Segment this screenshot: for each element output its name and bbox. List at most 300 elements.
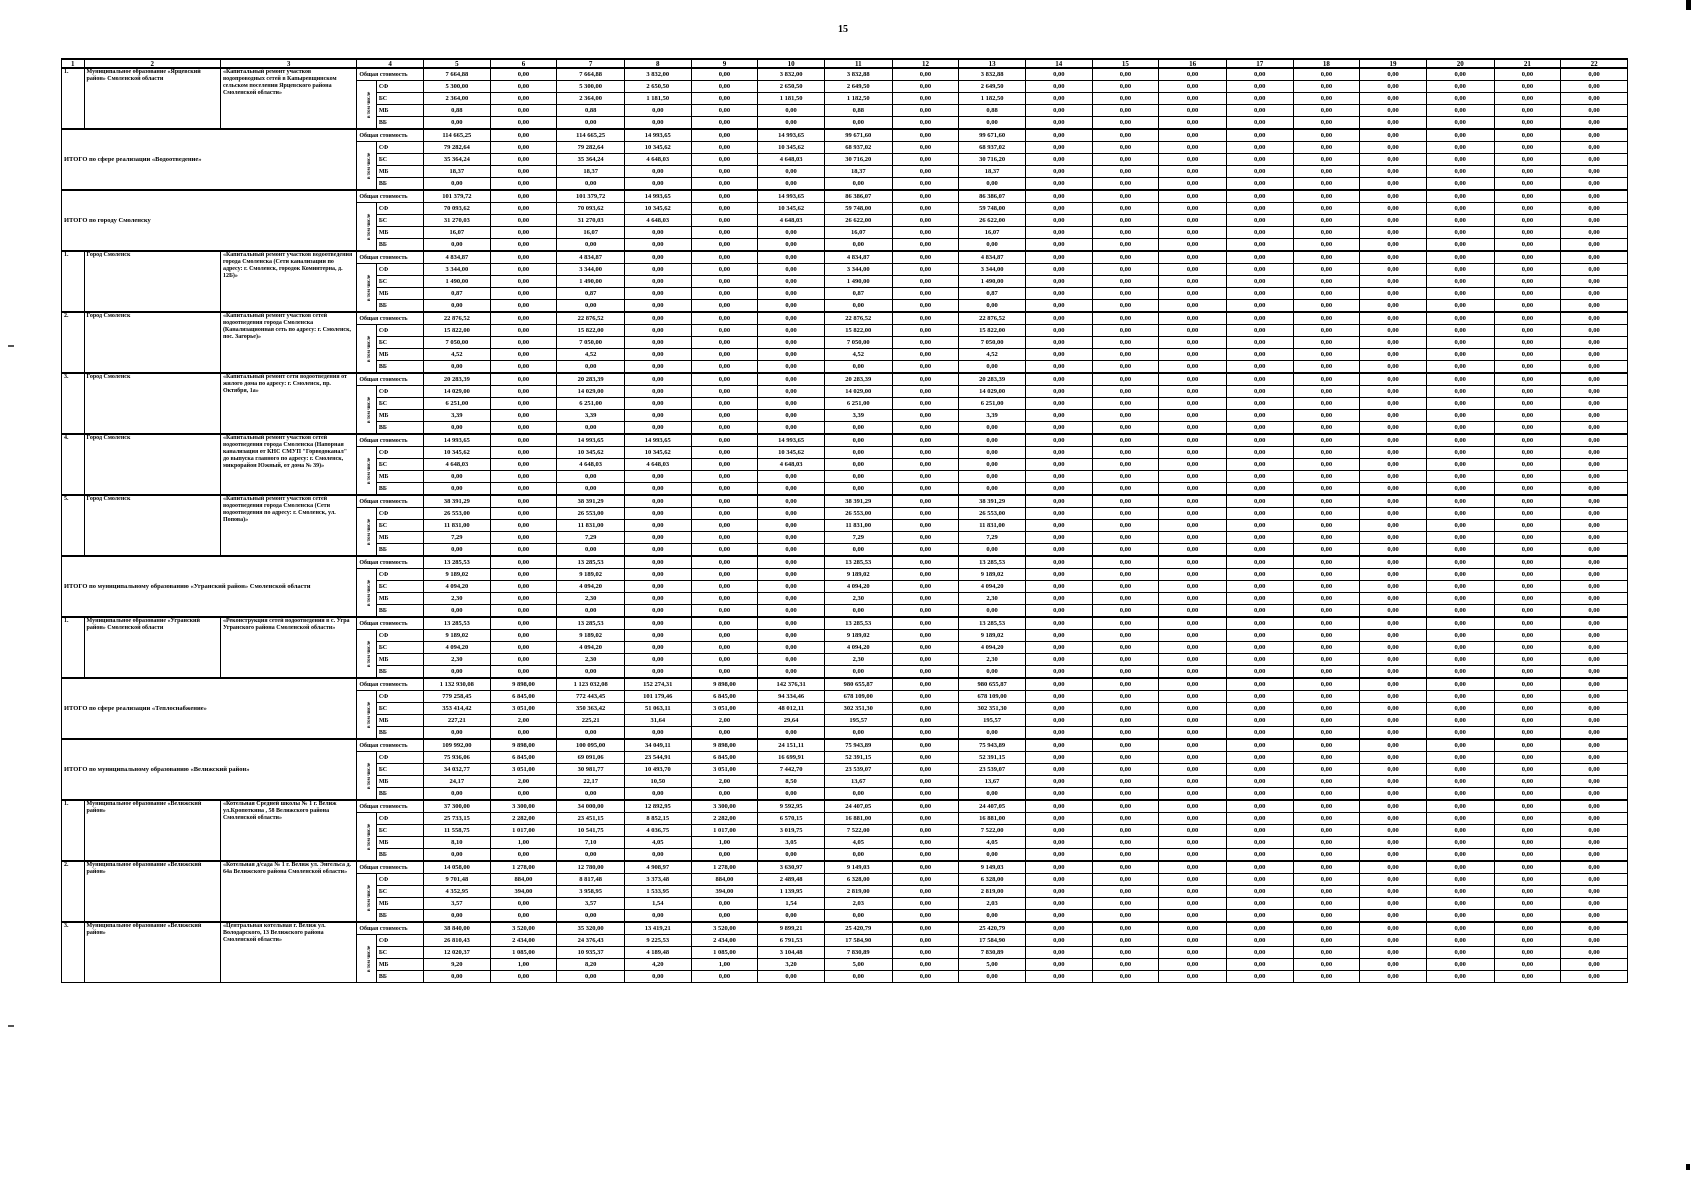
value-cell: 0,00 <box>1159 264 1227 276</box>
value-cell: 6 570,15 <box>758 813 825 825</box>
value-cell: 0,00 <box>824 117 892 130</box>
value-cell: 0,00 <box>624 349 691 361</box>
value-cell: 0,00 <box>892 947 959 959</box>
value-cell: 0,00 <box>1426 654 1494 666</box>
including-label-text: в том числе <box>367 274 373 302</box>
value-cell: 26 622,00 <box>959 215 1026 227</box>
investment-table <box>61 58 1628 983</box>
value-cell: 0,00 <box>1293 654 1360 666</box>
value-cell: 0,00 <box>1025 837 1092 849</box>
object-name: «Капитальный ремонт участков водопроводных сетей в Капыревщинском сельском поселении Ярцевского района Смоленской области» <box>220 68 356 129</box>
value-cell: 0,00 <box>1092 752 1159 764</box>
value-cell: 0,00 <box>1426 581 1494 593</box>
value-cell: 0,00 <box>1360 861 1427 874</box>
value-cell: 0,00 <box>1426 617 1494 630</box>
value-cell: 0,00 <box>1360 971 1427 983</box>
row-label: СФ <box>376 325 423 337</box>
value-cell: 26 622,00 <box>824 215 892 227</box>
value-cell: 0,00 <box>1293 666 1360 679</box>
value-cell: 0,00 <box>557 727 625 740</box>
value-cell: 3 051,00 <box>490 764 557 776</box>
value-cell: 0,00 <box>824 459 892 471</box>
value-cell: 225,21 <box>557 715 625 727</box>
value-cell: 3 344,00 <box>557 264 625 276</box>
row-label: БС <box>376 276 423 288</box>
value-cell: 3 051,00 <box>691 703 758 715</box>
value-cell: 3 344,00 <box>423 264 490 276</box>
value-cell: 0,00 <box>1494 727 1561 740</box>
value-cell: 9 189,02 <box>824 630 892 642</box>
value-cell: 0,00 <box>1092 459 1159 471</box>
value-cell: 0,00 <box>1159 544 1227 557</box>
value-cell: 0,00 <box>691 68 758 81</box>
value-cell: 0,00 <box>1092 264 1159 276</box>
value-cell: 0,00 <box>1494 300 1561 313</box>
value-cell: 0,00 <box>1426 800 1494 813</box>
value-cell: 0,00 <box>1494 617 1561 630</box>
value-cell: 0,00 <box>1561 788 1628 801</box>
value-cell: 7 664,88 <box>423 68 490 81</box>
value-cell: 0,00 <box>1159 959 1227 971</box>
value-cell: 26 553,00 <box>824 508 892 520</box>
row-label: МБ <box>376 898 423 910</box>
value-cell: 0,00 <box>1226 434 1293 447</box>
value-cell: 1,54 <box>758 898 825 910</box>
value-cell: 2,30 <box>824 593 892 605</box>
value-cell: 9 898,00 <box>691 678 758 691</box>
value-cell: 0,00 <box>691 300 758 313</box>
value-cell: 0,00 <box>557 117 625 130</box>
value-cell: 0,00 <box>1426 300 1494 313</box>
value-cell: 0,00 <box>892 105 959 117</box>
value-cell: 0,00 <box>1494 190 1561 203</box>
value-cell: 0,00 <box>1293 386 1360 398</box>
value-cell: 0,00 <box>1360 434 1427 447</box>
value-cell: 26 553,00 <box>423 508 490 520</box>
value-cell: 0,00 <box>1159 142 1227 154</box>
value-cell: 0,00 <box>892 727 959 740</box>
value-cell: 0,00 <box>1092 800 1159 813</box>
value-cell: 0,00 <box>1494 434 1561 447</box>
value-cell: 15 822,00 <box>557 325 625 337</box>
value-cell: 0,00 <box>1159 203 1227 215</box>
value-cell: 15 822,00 <box>959 325 1026 337</box>
value-cell: 0,00 <box>1360 739 1427 752</box>
row-label: Общая стоимость <box>357 556 424 569</box>
column-header: 13 <box>959 59 1026 68</box>
value-cell: 195,57 <box>959 715 1026 727</box>
value-cell: 0,00 <box>624 166 691 178</box>
value-cell: 0,00 <box>1360 825 1427 837</box>
municipality-name: Город Смоленск <box>84 434 220 495</box>
value-cell: 0,00 <box>824 361 892 374</box>
value-cell: 0,00 <box>1494 874 1561 886</box>
value-cell: 0,00 <box>691 544 758 557</box>
value-cell: 0,00 <box>1426 715 1494 727</box>
value-cell: 0,00 <box>1092 605 1159 618</box>
value-cell: 3 019,75 <box>758 825 825 837</box>
value-cell: 0,00 <box>892 849 959 862</box>
value-cell: 0,00 <box>1293 264 1360 276</box>
value-cell: 4 352,95 <box>423 886 490 898</box>
value-cell: 10,50 <box>624 776 691 788</box>
value-cell: 0,00 <box>1561 312 1628 325</box>
value-cell: 0,00 <box>1426 666 1494 679</box>
value-cell: 0,00 <box>1293 764 1360 776</box>
row-label: ВБ <box>376 666 423 679</box>
value-cell: 0,00 <box>1426 813 1494 825</box>
value-cell: 2,30 <box>824 654 892 666</box>
value-cell: 0,00 <box>691 264 758 276</box>
value-cell: 0,00 <box>1159 325 1227 337</box>
row-label: ВБ <box>376 971 423 983</box>
value-cell: 0,00 <box>1226 398 1293 410</box>
value-cell: 0,00 <box>1025 105 1092 117</box>
value-cell: 0,00 <box>691 459 758 471</box>
value-cell: 0,00 <box>892 617 959 630</box>
value-cell: 0,00 <box>423 300 490 313</box>
value-cell: 0,00 <box>1025 410 1092 422</box>
including-label-text: в том числе <box>367 91 373 119</box>
column-header: 15 <box>1092 59 1159 68</box>
value-cell: 0,00 <box>1226 532 1293 544</box>
value-cell: 0,00 <box>1226 813 1293 825</box>
row-label: МБ <box>376 837 423 849</box>
value-cell: 0,00 <box>1025 239 1092 252</box>
value-cell: 0,00 <box>624 300 691 313</box>
value-cell: 0,00 <box>1561 337 1628 349</box>
value-cell: 0,00 <box>691 898 758 910</box>
value-cell: 2,30 <box>423 593 490 605</box>
including-label <box>357 142 376 191</box>
value-cell: 0,00 <box>1360 325 1427 337</box>
value-cell: 0,00 <box>1025 495 1092 508</box>
value-cell: 13 285,53 <box>824 556 892 569</box>
value-cell: 0,00 <box>691 398 758 410</box>
row-label: ВБ <box>376 300 423 313</box>
value-cell: 0,00 <box>1561 105 1628 117</box>
value-cell: 0,00 <box>892 337 959 349</box>
value-cell: 0,00 <box>959 971 1026 983</box>
value-cell: 0,00 <box>1226 459 1293 471</box>
value-cell: 0,00 <box>758 361 825 374</box>
value-cell: 0,00 <box>824 788 892 801</box>
column-header: 7 <box>557 59 625 68</box>
value-cell: 0,00 <box>1226 849 1293 862</box>
value-cell: 0,00 <box>691 556 758 569</box>
value-cell: 23 539,07 <box>959 764 1026 776</box>
value-cell: 59 748,00 <box>824 203 892 215</box>
value-cell: 0,00 <box>624 251 691 264</box>
value-cell: 0,00 <box>1561 117 1628 130</box>
value-cell: 0,00 <box>892 788 959 801</box>
value-cell: 3 300,00 <box>691 800 758 813</box>
value-cell: 0,00 <box>1293 703 1360 715</box>
value-cell: 3,05 <box>758 837 825 849</box>
value-cell: 0,00 <box>1092 276 1159 288</box>
value-cell: 1 490,00 <box>959 276 1026 288</box>
value-cell: 0,00 <box>824 666 892 679</box>
value-cell: 11 831,00 <box>557 520 625 532</box>
value-cell: 0,00 <box>1293 154 1360 166</box>
value-cell: 0,00 <box>1494 715 1561 727</box>
value-cell: 0,00 <box>758 495 825 508</box>
value-cell: 0,00 <box>1293 617 1360 630</box>
value-cell: 0,00 <box>1426 935 1494 947</box>
row-label: БС <box>376 581 423 593</box>
row-number: 2. <box>62 312 85 373</box>
value-cell: 0,00 <box>959 666 1026 679</box>
value-cell: 0,00 <box>892 434 959 447</box>
value-cell: 0,00 <box>624 312 691 325</box>
value-cell: 0,00 <box>1293 129 1360 142</box>
value-cell: 0,00 <box>1159 947 1227 959</box>
value-cell: 8,50 <box>758 776 825 788</box>
value-cell: 0,00 <box>1561 630 1628 642</box>
value-cell: 0,00 <box>1360 129 1427 142</box>
value-cell: 0,00 <box>1494 947 1561 959</box>
value-cell: 0,00 <box>1226 68 1293 81</box>
value-cell: 0,88 <box>423 105 490 117</box>
value-cell: 0,00 <box>1226 154 1293 166</box>
value-cell: 0,00 <box>1561 691 1628 703</box>
value-cell: 9 189,02 <box>959 630 1026 642</box>
value-cell: 0,00 <box>1494 398 1561 410</box>
value-cell: 0,00 <box>1293 483 1360 496</box>
value-cell: 0,00 <box>1494 68 1561 81</box>
value-cell: 0,00 <box>490 581 557 593</box>
value-cell: 0,00 <box>1426 691 1494 703</box>
row-label: Общая стоимость <box>357 617 424 630</box>
value-cell: 0,00 <box>1426 81 1494 93</box>
row-label: СФ <box>376 813 423 825</box>
value-cell: 0,00 <box>1426 520 1494 532</box>
value-cell: 0,00 <box>1226 337 1293 349</box>
value-cell: 0,00 <box>1561 447 1628 459</box>
value-cell: 0,00 <box>1226 910 1293 923</box>
value-cell: 0,00 <box>1159 373 1227 386</box>
value-cell: 0,00 <box>1561 129 1628 142</box>
value-cell: 0,00 <box>1092 947 1159 959</box>
value-cell: 0,00 <box>1025 556 1092 569</box>
value-cell: 0,00 <box>1025 886 1092 898</box>
value-cell: 75 936,06 <box>423 752 490 764</box>
value-cell: 0,00 <box>1426 739 1494 752</box>
value-cell: 0,00 <box>892 837 959 849</box>
value-cell: 0,00 <box>1494 910 1561 923</box>
value-cell: 0,00 <box>892 264 959 276</box>
value-cell: 0,00 <box>1293 227 1360 239</box>
value-cell: 0,00 <box>1561 776 1628 788</box>
value-cell: 2 650,50 <box>758 81 825 93</box>
value-cell: 0,00 <box>892 471 959 483</box>
value-cell: 0,00 <box>1360 93 1427 105</box>
value-cell: 0,00 <box>1293 349 1360 361</box>
value-cell: 0,00 <box>1092 239 1159 252</box>
row-number: 1. <box>62 800 85 861</box>
value-cell: 0,00 <box>1494 129 1561 142</box>
value-cell: 70 093,62 <box>423 203 490 215</box>
value-cell: 0,00 <box>892 825 959 837</box>
value-cell: 0,00 <box>1293 898 1360 910</box>
value-cell: 0,00 <box>1360 459 1427 471</box>
value-cell: 0,00 <box>1092 105 1159 117</box>
value-cell: 0,00 <box>1159 434 1227 447</box>
value-cell: 0,00 <box>1360 386 1427 398</box>
value-cell: 0,00 <box>1360 678 1427 691</box>
value-cell: 0,00 <box>1159 154 1227 166</box>
value-cell: 0,00 <box>1293 605 1360 618</box>
value-cell: 0,00 <box>1025 874 1092 886</box>
value-cell: 0,00 <box>1226 227 1293 239</box>
value-cell: 0,00 <box>1092 813 1159 825</box>
value-cell: 0,00 <box>1561 654 1628 666</box>
value-cell: 0,00 <box>1561 154 1628 166</box>
value-cell: 16,07 <box>824 227 892 239</box>
value-cell: 0,00 <box>423 605 490 618</box>
table-row <box>62 129 1628 142</box>
value-cell: 9 149,03 <box>824 861 892 874</box>
value-cell: 0,00 <box>758 520 825 532</box>
value-cell: 0,00 <box>758 617 825 630</box>
value-cell: 0,00 <box>490 154 557 166</box>
value-cell: 0,00 <box>959 788 1026 801</box>
including-label <box>357 752 376 801</box>
value-cell: 0,00 <box>1360 495 1427 508</box>
total-label: ИТОГО по сфере реализации «Теплоснабжение» <box>62 678 357 739</box>
value-cell: 2 819,00 <box>824 886 892 898</box>
value-cell: 0,00 <box>624 398 691 410</box>
value-cell: 16,07 <box>423 227 490 239</box>
value-cell: 0,00 <box>892 886 959 898</box>
value-cell: 0,00 <box>1092 642 1159 654</box>
value-cell: 0,00 <box>1226 410 1293 422</box>
value-cell: 0,00 <box>624 276 691 288</box>
value-cell: 0,00 <box>892 776 959 788</box>
value-cell: 0,00 <box>1426 373 1494 386</box>
value-cell: 7,29 <box>824 532 892 544</box>
value-cell: 0,00 <box>1426 203 1494 215</box>
value-cell: 0,00 <box>691 361 758 374</box>
value-cell: 0,00 <box>691 178 758 191</box>
value-cell: 0,00 <box>1159 581 1227 593</box>
value-cell: 0,00 <box>892 910 959 923</box>
value-cell: 2 364,00 <box>557 93 625 105</box>
column-header: 17 <box>1226 59 1293 68</box>
value-cell: 0,00 <box>1494 325 1561 337</box>
value-cell: 0,00 <box>624 556 691 569</box>
value-cell: 0,00 <box>1494 776 1561 788</box>
value-cell: 22,17 <box>557 776 625 788</box>
value-cell: 0,00 <box>892 800 959 813</box>
value-cell: 3,39 <box>423 410 490 422</box>
value-cell: 0,00 <box>1360 142 1427 154</box>
value-cell: 20 283,39 <box>557 373 625 386</box>
value-cell: 0,00 <box>490 227 557 239</box>
value-cell: 0,00 <box>624 630 691 642</box>
value-cell: 9 189,02 <box>557 569 625 581</box>
value-cell: 0,00 <box>1092 325 1159 337</box>
row-label: Общая стоимость <box>357 861 424 874</box>
row-label: МБ <box>376 166 423 178</box>
row-number: 1. <box>62 251 85 312</box>
value-cell: 48 012,11 <box>758 703 825 715</box>
value-cell: 0,00 <box>1360 935 1427 947</box>
value-cell: 678 109,00 <box>959 691 1026 703</box>
value-cell: 0,00 <box>892 703 959 715</box>
row-label: МБ <box>376 593 423 605</box>
value-cell: 0,00 <box>490 447 557 459</box>
value-cell: 0,00 <box>892 752 959 764</box>
value-cell: 0,00 <box>1293 471 1360 483</box>
value-cell: 10 345,62 <box>624 142 691 154</box>
value-cell: 0,00 <box>1426 837 1494 849</box>
value-cell: 0,00 <box>1025 520 1092 532</box>
value-cell: 0,00 <box>1293 68 1360 81</box>
row-label: СФ <box>376 691 423 703</box>
value-cell: 0,00 <box>1092 398 1159 410</box>
value-cell: 0,00 <box>892 874 959 886</box>
value-cell: 0,00 <box>1159 739 1227 752</box>
value-cell: 0,00 <box>1494 349 1561 361</box>
value-cell: 0,00 <box>1494 739 1561 752</box>
value-cell: 0,00 <box>758 971 825 983</box>
value-cell: 0,00 <box>892 569 959 581</box>
value-cell: 34 032,77 <box>423 764 490 776</box>
value-cell: 0,00 <box>1561 398 1628 410</box>
value-cell: 4 094,20 <box>959 642 1026 654</box>
column-header: 6 <box>490 59 557 68</box>
value-cell: 0,00 <box>1159 398 1227 410</box>
value-cell: 0,00 <box>1494 154 1561 166</box>
row-label: МБ <box>376 227 423 239</box>
value-cell: 0,00 <box>1494 971 1561 983</box>
value-cell: 0,00 <box>1092 910 1159 923</box>
object-name: «Реконструкция сетей водоотведения в с. Угра Угранского района Смоленской области» <box>220 617 356 678</box>
value-cell: 1 017,00 <box>691 825 758 837</box>
value-cell: 0,00 <box>1426 386 1494 398</box>
value-cell: 0,00 <box>624 495 691 508</box>
value-cell: 0,00 <box>490 569 557 581</box>
value-cell: 0,00 <box>758 312 825 325</box>
value-cell: 4 648,03 <box>423 459 490 471</box>
value-cell: 0,00 <box>758 349 825 361</box>
value-cell: 0,00 <box>892 288 959 300</box>
value-cell: 0,00 <box>1360 178 1427 191</box>
value-cell: 0,00 <box>691 666 758 679</box>
value-cell: 0,00 <box>1226 861 1293 874</box>
value-cell: 0,00 <box>1159 800 1227 813</box>
table-row <box>62 739 1628 752</box>
value-cell: 0,00 <box>1360 666 1427 679</box>
value-cell: 0,00 <box>557 239 625 252</box>
value-cell: 70 093,62 <box>557 203 625 215</box>
value-cell: 0,00 <box>1092 410 1159 422</box>
value-cell: 0,00 <box>1226 142 1293 154</box>
value-cell: 0,00 <box>490 264 557 276</box>
value-cell: 10 345,62 <box>624 447 691 459</box>
value-cell: 0,00 <box>490 300 557 313</box>
value-cell: 0,00 <box>1494 837 1561 849</box>
value-cell: 0,00 <box>1025 422 1092 435</box>
value-cell: 0,00 <box>1360 752 1427 764</box>
value-cell: 14 993,65 <box>624 190 691 203</box>
row-number: 3. <box>62 373 85 434</box>
value-cell: 0,00 <box>1092 874 1159 886</box>
row-label: СФ <box>376 447 423 459</box>
row-label: БС <box>376 947 423 959</box>
value-cell: 0,00 <box>1426 105 1494 117</box>
